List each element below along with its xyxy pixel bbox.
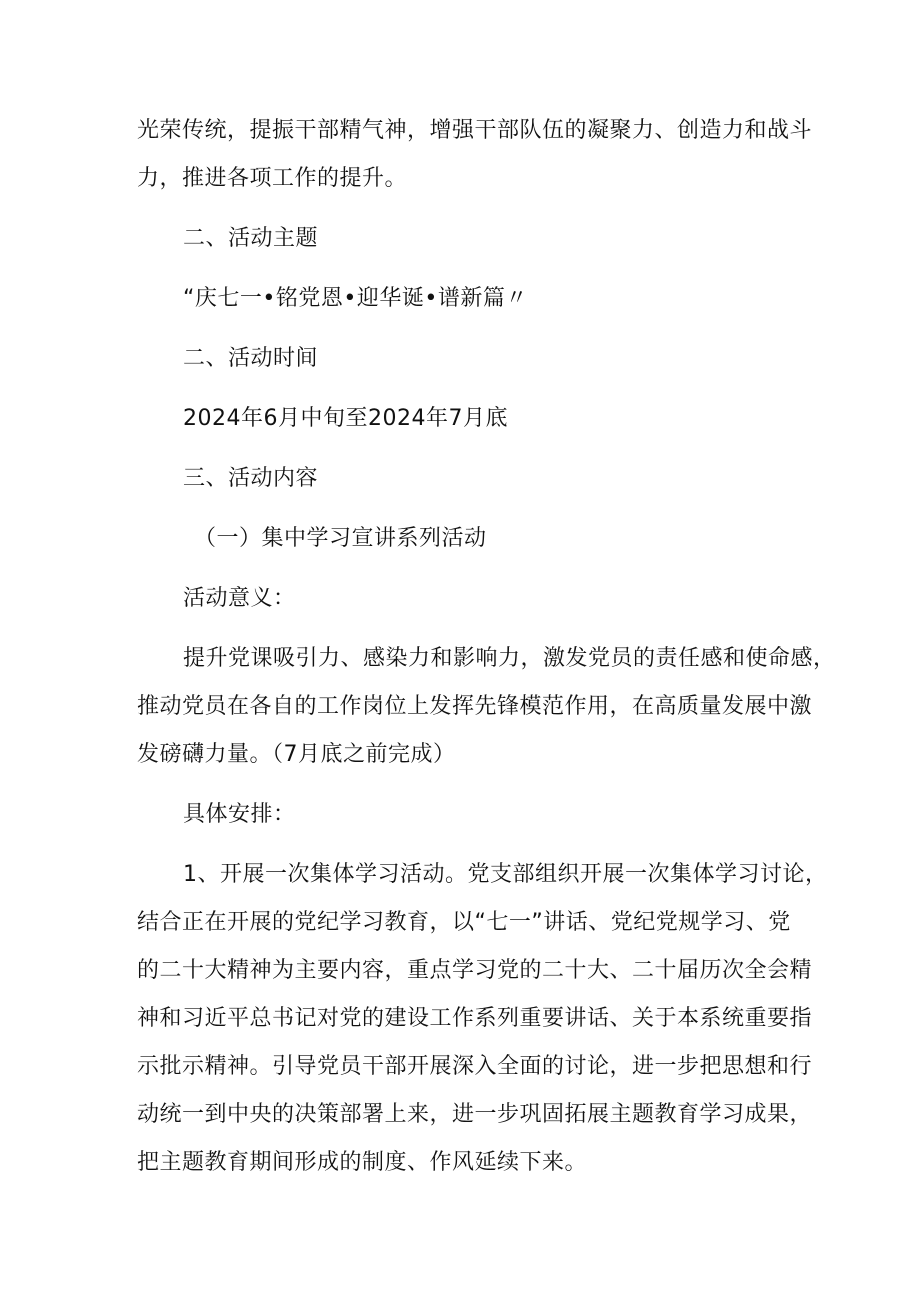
arrangement-line-4: 神和习近平总书记对党的建设工作系列重要讲话、关于本系统重要指 xyxy=(137,1006,813,1031)
arrangement-label: 具体安排： xyxy=(183,802,296,827)
section-heading-content: 三、活动内容 xyxy=(183,466,319,491)
arrangement-line-7: 把主题教育期间形成的制度、作风延续下来。 xyxy=(137,1150,588,1175)
arrangement-line-3: 的二十大精神为主要内容，重点学习党的二十大、二十届历次全会精 xyxy=(137,958,813,983)
activity-time-text: 2024年6月中旬至2024年7月底 xyxy=(183,406,508,431)
activity-theme-text: “庆七一•铭党恩•迎华诞•谱新篇〃 xyxy=(183,286,528,311)
arrangement-line-6: 动统一到中央的决策部署上来，进一步巩固拓展主题教育学习成果， xyxy=(137,1102,813,1127)
activity-meaning-label: 活动意义： xyxy=(183,586,296,611)
arrangement-line-5: 示批示精神。引导党员干部开展深入全面的讨论，进一步把思想和行 xyxy=(137,1054,813,1079)
section-heading-theme: 二、活动主题 xyxy=(183,226,319,251)
arrangement-line-1: 1、开展一次集体学习活动。党支部组织开展一次集体学习讨论， xyxy=(183,862,828,887)
meaning-line-3: 发磅礴力量。（7月底之前完成） xyxy=(137,742,456,767)
section-heading-time: 二、活动时间 xyxy=(183,346,319,371)
meaning-line-1: 提升党课吸引力、感染力和影响力，激发党员的责任感和使命感， xyxy=(183,646,836,671)
paragraph-line-2: 力，推进各项工作的提升。 xyxy=(137,166,408,191)
arrangement-line-2: 结合正在开展的党纪学习教育，以“七一”讲话、党纪党规学习、党 xyxy=(137,910,791,935)
paragraph-line-1: 光荣传统，提振干部精气神，增强干部队伍的凝聚力、创造力和战斗 xyxy=(137,118,813,143)
subsection-heading-study: （一）集中学习宣讲系列活动 xyxy=(194,526,487,551)
meaning-line-2: 推动党员在各自的工作岗位上发挥先锋模范作用，在高质量发展中激 xyxy=(137,694,813,719)
